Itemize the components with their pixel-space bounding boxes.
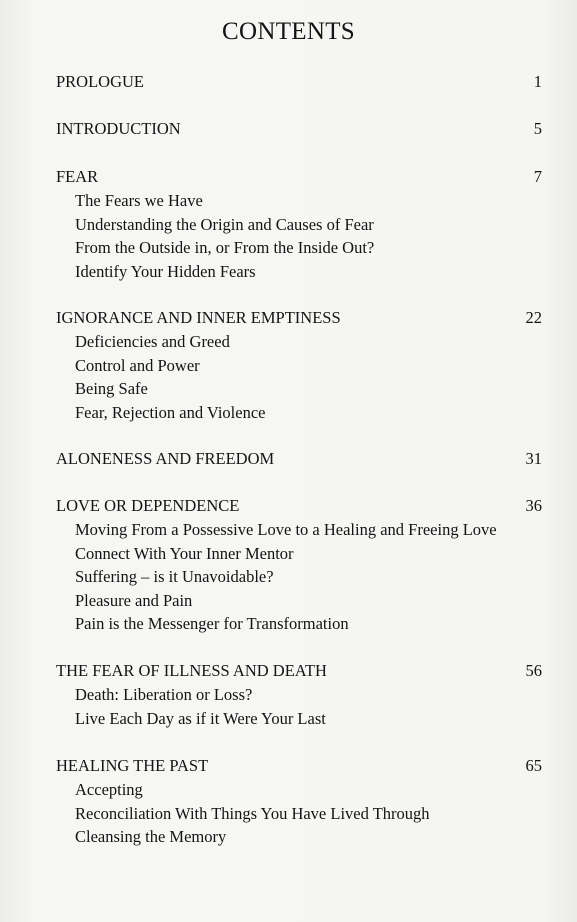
toc-section-fear — [56, 165, 542, 283]
toc-page-number: 22 — [525, 308, 542, 327]
toc-subitem: Reconciliation With Things You Have Lived Through — [75, 803, 430, 823]
toc-section-illness-death — [56, 659, 542, 730]
toc-subitem: Being Safe — [75, 379, 148, 399]
toc-heading: THE FEAR OF ILLNESS AND DEATH — [56, 661, 327, 680]
toc-page-number: 56 — [525, 661, 542, 680]
toc-page-number: 7 — [533, 167, 542, 186]
toc-heading: PROLOGUE — [56, 72, 145, 91]
toc-subitem: Connect With Your Inner Mentor — [75, 543, 294, 563]
toc-heading-row — [56, 306, 542, 330]
toc-subitem: Fear, Rejection and Violence — [75, 402, 266, 422]
toc-subitem: Identify Your Hidden Fears — [75, 261, 256, 281]
toc-page-number: 1 — [533, 72, 542, 91]
toc-subitem: Control and Power — [75, 355, 200, 375]
toc-subitem: Deficiencies and Greed — [75, 332, 230, 351]
toc-page-number: 36 — [525, 496, 542, 515]
toc-page-number: 31 — [525, 449, 542, 468]
toc-heading-row — [56, 117, 542, 141]
toc-subitem: Moving From a Possessive Love to a Healing and Freeing Love — [75, 520, 497, 539]
toc-section-ignorance — [56, 306, 542, 424]
toc-subitem: Pain is the Messenger for Transformation — [75, 614, 349, 634]
toc-subitem: From the Outside in, or From the Inside Out? — [75, 238, 375, 258]
toc-heading: HEALING THE PAST — [56, 756, 209, 775]
toc-subitem: Live Each Day as if it Were Your Last — [75, 708, 326, 728]
toc-section-aloneness — [56, 447, 542, 471]
toc-heading-row — [56, 659, 542, 683]
toc-subitem: Accepting — [75, 780, 143, 799]
toc-heading-row — [56, 494, 542, 518]
toc-subitem: The Fears we Have — [75, 191, 203, 210]
toc-heading: FEAR — [56, 167, 99, 186]
toc-heading: LOVE OR DEPENDENCE — [56, 496, 240, 515]
toc-heading-row — [56, 70, 542, 94]
toc-subitem: Death: Liberation or Loss? — [75, 685, 253, 704]
toc-heading-row — [56, 165, 542, 189]
toc-page-number: 65 — [525, 756, 542, 775]
toc-heading-row — [56, 754, 542, 778]
toc-subitem: Suffering – is it Unavoidable? — [75, 567, 274, 587]
toc-section-healing-past — [56, 754, 542, 849]
toc-subitem: Pleasure and Pain — [75, 590, 193, 610]
toc-section-prologue — [56, 70, 542, 94]
toc-heading: ALONENESS AND FREEDOM — [56, 449, 275, 468]
toc-subitem: Understanding the Origin and Causes of Fear — [75, 214, 374, 234]
toc-subitem: Cleansing the Memory — [75, 827, 227, 847]
page-title: CONTENTS — [222, 18, 355, 45]
toc-page-number: 5 — [533, 119, 542, 138]
toc-section-introduction — [56, 117, 542, 141]
toc-heading-row — [56, 447, 542, 471]
toc-heading: IGNORANCE AND INNER EMPTINESS — [56, 308, 341, 327]
toc-heading: INTRODUCTION — [56, 119, 181, 138]
toc-section-love — [56, 494, 542, 636]
